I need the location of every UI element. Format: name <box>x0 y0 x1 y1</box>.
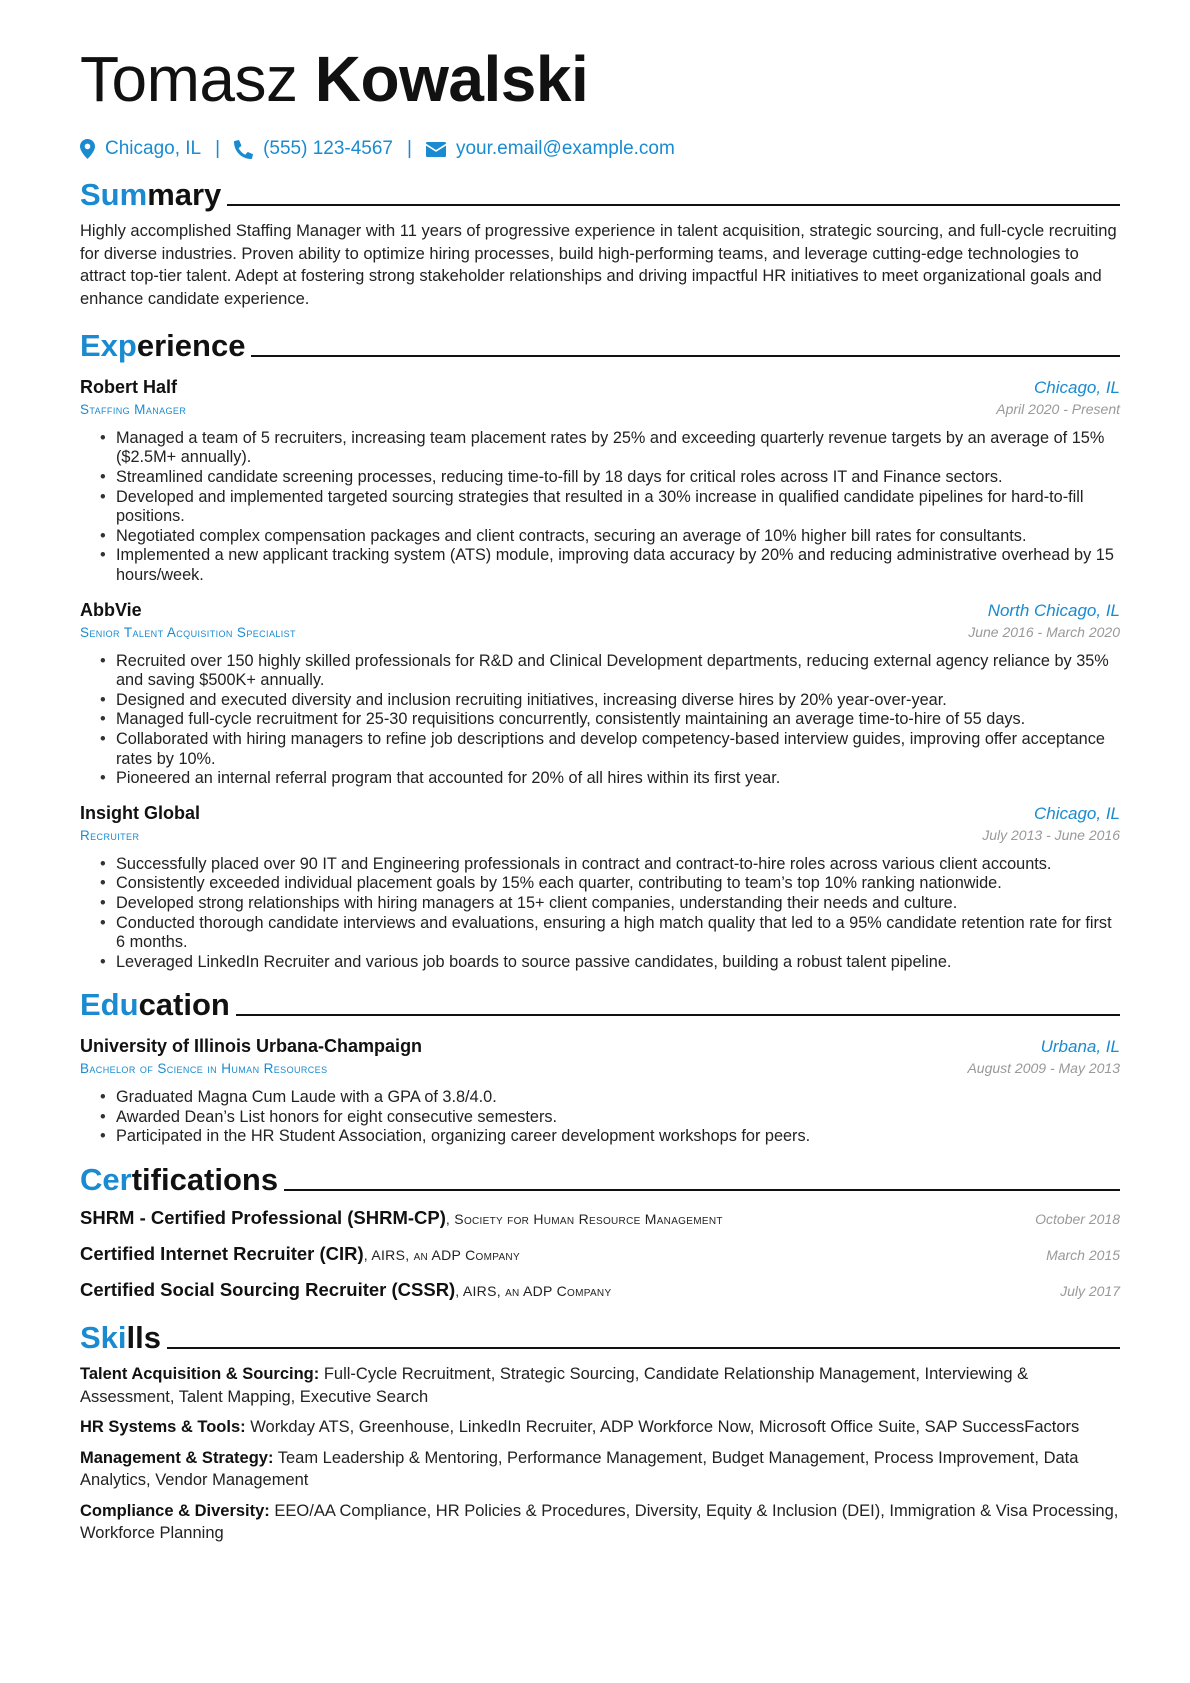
list-item: • Participated in the HR Student Association, organizing career development workshops for peers. <box>100 1127 1120 1147</box>
job-dates: June 2016 - March 2020 <box>968 623 1120 640</box>
list-item: • Consistently exceeded individual placement goals by 15% each quarter, contributing to team’s top 10% ranking nationwide. <box>100 874 1120 894</box>
heading-rest: mary <box>147 177 222 212</box>
contact-separator: | <box>407 138 412 159</box>
achievement-list <box>80 652 1120 789</box>
heading-accent: Sum <box>80 177 148 212</box>
experience-heading <box>80 323 1120 363</box>
education-entry <box>80 1036 1120 1147</box>
skill-label: HR Systems & Tools: <box>80 1418 246 1437</box>
school-name: University of Illinois Urbana-Champaign <box>80 1036 423 1057</box>
employer-name: AbbVie <box>80 599 142 620</box>
candidate-name <box>80 38 1120 120</box>
job-title: Senior Talent Acquisition Specialist <box>80 624 296 640</box>
last-name: Kowalski <box>314 43 589 115</box>
job-title: Recruiter <box>80 827 140 843</box>
contact-separator: | <box>215 138 221 159</box>
contact-line <box>80 134 1120 164</box>
summary-heading <box>80 172 1120 212</box>
location-text: Chicago, IL <box>105 138 202 159</box>
heading-rest: cation <box>138 987 230 1023</box>
skill-row <box>80 1447 1120 1492</box>
certification-date: October 2018 <box>1035 1211 1120 1228</box>
list-item: • Pioneered an internal referral program that accounted for 20% of all hires within its first year. <box>100 769 1120 789</box>
skill-list: Team Leadership & Mentoring, Performance Management, Budget Management, Process Improvement, Data Analytics, Vendor Management <box>80 1448 1079 1490</box>
resume-page <box>80 38 1120 1545</box>
certification-issuer: , AIRS, an ADP Company <box>363 1247 520 1264</box>
skill-row <box>80 1363 1120 1408</box>
experience-entry <box>80 600 1120 789</box>
certifications-heading <box>80 1157 1120 1197</box>
list-item: • Managed full-cycle recruitment for 25-30 requisitions concurrently, consistently maintaining an average time-to-hire of 55 days. <box>100 710 1120 730</box>
section-rule <box>236 1014 1120 1016</box>
list-item: • Graduated Magna Cum Laude with a GPA of 3.8/4.0. <box>100 1088 1120 1108</box>
school-location: Urbana, IL <box>1040 1037 1120 1057</box>
contact-email[interactable] <box>426 138 675 160</box>
heading-accent: Cer <box>80 1162 132 1198</box>
skill-list: Full-Cycle Recruitment, Strategic Sourcing, Candidate Relationship Management, Interviewing & Assessment, Talent Mapping, Executive Search <box>80 1365 1029 1406</box>
certification-row <box>80 1207 1120 1233</box>
job-location: Chicago, IL <box>1034 377 1120 397</box>
heading-rest: tifications <box>131 1162 279 1198</box>
skill-label: Compliance & Diversity: <box>80 1501 270 1520</box>
section-rule <box>167 1347 1120 1349</box>
certification-date: July 2017 <box>1060 1283 1120 1300</box>
contact-phone[interactable] <box>234 138 393 160</box>
education-heading <box>80 982 1120 1022</box>
heading-rest: lls <box>126 1320 161 1356</box>
first-name: Tomasz <box>80 43 298 115</box>
list-item: • Recruited over 150 highly skilled professionals for R&D and Clinical Development departments, reducing external agency reliance by 35% and saving $500K+ annually. <box>100 652 1120 691</box>
skill-list: Workday ATS, Greenhouse, LinkedIn Recruiter, ADP Workforce Now, Microsoft Office Suite, SAP SuccessFactors <box>245 1418 1080 1437</box>
experience-entry <box>80 803 1120 973</box>
heading-accent: Exp <box>80 327 137 363</box>
job-location: North Chicago, IL <box>987 600 1120 620</box>
employer-name: Insight Global <box>80 802 200 823</box>
education-list <box>80 1088 1120 1147</box>
list-item: • Managed a team of 5 recruiters, increasing team placement rates by 25% and exceeding quarterly revenue targets by an average of 15% ($2.5M+ annually). <box>100 429 1120 468</box>
education-dates: August 2009 - May 2013 <box>967 1060 1120 1077</box>
certification-issuer: , Society for Human Resource Management <box>445 1211 723 1228</box>
list-item: • Awarded Dean’s List honors for eight consecutive semesters. <box>100 1108 1120 1128</box>
summary-text: Highly accomplished Staffing Manager with 11 years of progressive experience in talent acquisition, strategic sourcing, and full-cycle recruiting for diverse industries. Proven ability to optimize hiring processes, build high-performing teams, and leverage cutting-edge technologies to attract top-tier talent. Adept at fostering strong stakeholder relationships and driving impactful HR initiatives to meet organizational goals and enhance candidate experience. <box>80 222 1117 309</box>
heading-rest: erience <box>136 327 246 363</box>
job-dates: July 2013 - June 2016 <box>982 826 1120 843</box>
job-title: Staffing Manager <box>80 401 187 417</box>
achievement-list <box>80 855 1120 973</box>
contact-location <box>80 138 201 160</box>
heading-accent: Ski <box>80 1320 127 1356</box>
map-marker-icon <box>80 139 95 159</box>
list-item: • Developed strong relationships with hiring managers at 15+ client companies, understanding their needs and culture. <box>100 894 1120 914</box>
list-item: • Conducted thorough candidate interviews and evaluations, ensuring a high match quality that led to a 95% candidate retention rate for first 6 months. <box>100 914 1120 953</box>
list-item: • Designed and executed diversity and inclusion recruiting initiatives, increasing diverse hires by 20% year-over-year. <box>100 691 1120 711</box>
skills-heading <box>80 1315 1120 1355</box>
phone-text[interactable]: (555) 123-4567 <box>263 138 393 159</box>
envelope-icon <box>426 142 446 157</box>
achievement-list <box>80 429 1120 586</box>
list-item: • Collaborated with hiring managers to refine job descriptions and develop competency-based interview guides, improving offer acceptance rates by 10%. <box>100 730 1120 769</box>
list-item: • Leveraged LinkedIn Recruiter and various job boards to source passive candidates, building a robust talent pipeline. <box>100 953 1120 973</box>
section-rule <box>284 1189 1120 1191</box>
skill-label: Management & Strategy: <box>80 1448 274 1467</box>
certification-name: SHRM - Certified Professional (SHRM-CP) <box>80 1207 446 1229</box>
employer-name: Robert Half <box>80 376 178 397</box>
experience-entry <box>80 377 1120 586</box>
degree: Bachelor of Science in Human Resources <box>80 1061 328 1077</box>
list-item: • Successfully placed over 90 IT and Engineering professionals in contract and contract-to-hire roles across various client accounts. <box>100 855 1120 875</box>
skill-list: EEO/AA Compliance, HR Policies & Procedures, Diversity, Equity & Inclusion (DEI), Immigration & Visa Processing, Workforce Planning <box>80 1501 1119 1543</box>
section-rule <box>227 204 1120 206</box>
skill-row <box>80 1416 1120 1439</box>
email-text[interactable]: your.email@example.com <box>455 138 675 159</box>
certification-row <box>80 1279 1120 1305</box>
job-location: Chicago, IL <box>1034 803 1120 823</box>
skill-label: Talent Acquisition & Sourcing: <box>80 1365 320 1384</box>
certification-name: Certified Internet Recruiter (CIR) <box>80 1243 364 1265</box>
heading-accent: Edu <box>80 987 139 1023</box>
skill-row <box>80 1500 1120 1545</box>
list-item: • Streamlined candidate screening processes, reducing time-to-fill by 18 days for critical roles across IT and Finance sectors. <box>100 468 1120 488</box>
section-rule <box>251 355 1120 357</box>
job-dates: April 2020 - Present <box>996 400 1120 417</box>
list-item: • Negotiated complex compensation packages and client contracts, securing an average of 10% higher bill rates for consultants. <box>100 527 1120 547</box>
list-item: • Developed and implemented targeted sourcing strategies that resulted in a 30% increase in qualified candidate pipelines for hard-to-fill positions. <box>100 488 1120 527</box>
certification-date: March 2015 <box>1046 1247 1120 1264</box>
certification-name: Certified Social Sourcing Recruiter (CSSR) <box>80 1279 456 1301</box>
certification-row <box>80 1243 1120 1269</box>
certification-issuer: , AIRS, an ADP Company <box>455 1283 612 1300</box>
phone-icon <box>234 140 253 159</box>
list-item: • Implemented a new applicant tracking system (ATS) module, improving data accuracy by 20% and reducing administrative overhead by 15 hours/week. <box>100 546 1120 585</box>
